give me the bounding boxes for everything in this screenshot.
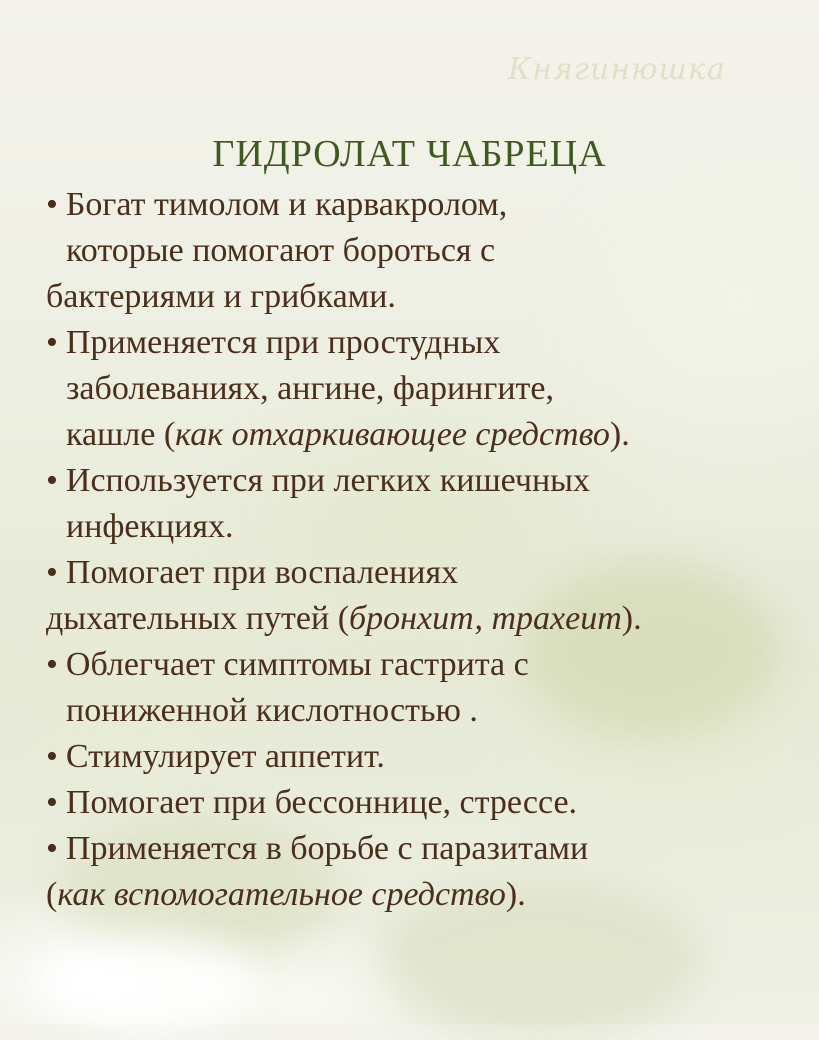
list-item-continuation: инфекциях.	[66, 508, 234, 545]
bullet-icon: •	[46, 830, 58, 867]
list-item-text: Богат тимолом и карвакролом,	[65, 186, 508, 223]
list-item	[46, 780, 816, 826]
bullet-icon: •	[46, 462, 58, 499]
list-item-continuation: заболеваниях, ангине, фарингите,	[66, 370, 554, 407]
list-item	[46, 182, 816, 228]
list-item	[46, 734, 816, 780]
list-item-text: дыхательных путей (	[46, 600, 350, 637]
italic-note: бронхит	[349, 600, 475, 637]
list-item	[46, 458, 816, 504]
list-item-continuation	[46, 596, 816, 642]
bullet-icon: •	[46, 784, 58, 821]
list-item-text: ).	[609, 416, 630, 453]
italic-note: трахеит	[491, 600, 622, 637]
list-item-continuation: которые помогают бороться с	[66, 232, 496, 269]
list-item	[46, 642, 816, 688]
list-item-text: Применяется в борьбе с паразитами	[65, 830, 589, 867]
list-item-text: (	[46, 876, 58, 913]
list-item-text: Помогает при воспалениях	[65, 554, 459, 591]
list-item-text: Стимулирует аппетит.	[65, 738, 385, 775]
list-item	[46, 550, 816, 596]
list-item-continuation	[46, 872, 816, 918]
list-item-text: ).	[621, 600, 642, 637]
list-item-text: Применяется при простудных	[65, 324, 501, 361]
bullet-icon: •	[46, 324, 58, 361]
list-item-text: Используется при легких кишечных	[65, 462, 591, 499]
list-item-text: кашле (	[66, 416, 176, 453]
italic-note: как вспомогательное средство	[57, 876, 506, 913]
benefits-list	[46, 182, 816, 918]
background-blur-blob	[40, 940, 260, 1030]
list-item-continuation: бактериями и грибками.	[46, 278, 396, 315]
list-item-text: Помогает при бессоннице, стрессе.	[65, 784, 578, 821]
italic-separator: ,	[474, 600, 492, 637]
list-item	[46, 826, 816, 872]
bullet-icon: •	[46, 738, 58, 775]
page-title: ГИДРОЛАТ ЧАБРЕЦА	[212, 133, 607, 175]
bullet-icon: •	[46, 186, 58, 223]
bullet-icon: •	[46, 646, 58, 683]
list-item-continuation	[46, 412, 816, 458]
watermark: Княгинюшка	[508, 52, 726, 87]
bullet-icon: •	[46, 554, 58, 591]
list-item-continuation: пониженной кислотностью .	[66, 692, 478, 729]
italic-note: как отхаркивающее средство	[175, 416, 610, 453]
list-item-text: Облегчает симптомы гастрита с	[65, 646, 529, 683]
list-item-text: ).	[505, 876, 526, 913]
list-item	[46, 320, 816, 366]
